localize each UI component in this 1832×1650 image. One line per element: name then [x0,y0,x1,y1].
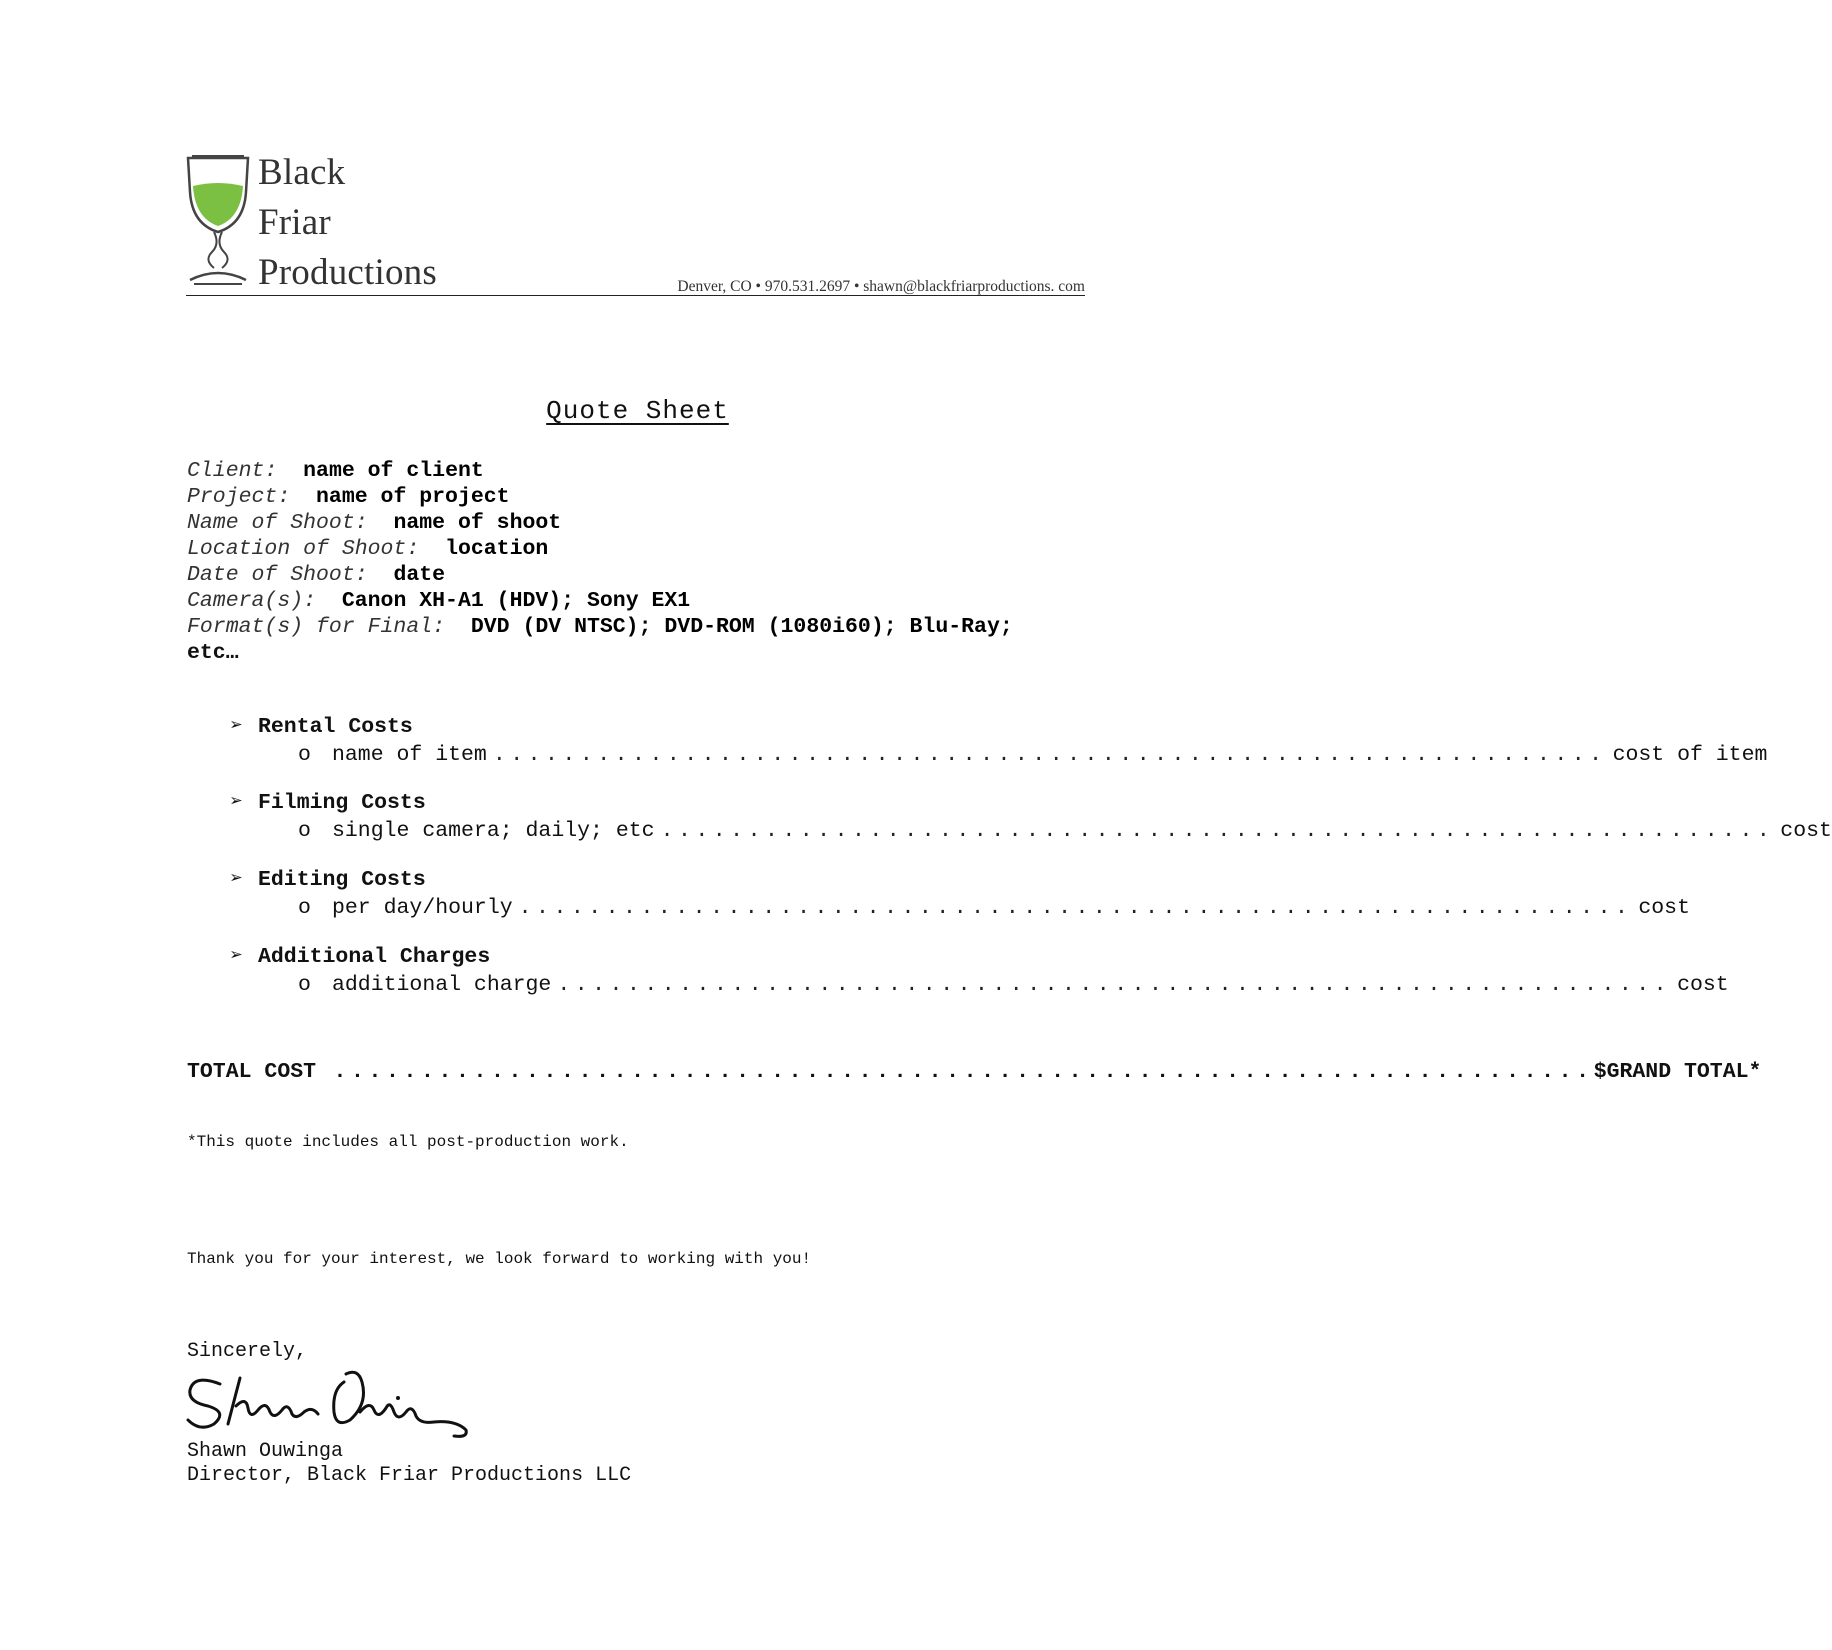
arrow-bullet-icon: ➢ [230,868,243,892]
signer-name: Shawn Ouwinga [187,1440,344,1463]
info-label: Project: [187,485,291,509]
arrow-bullet-icon: ➢ [230,945,243,969]
info-row-shoot-name [187,510,1087,536]
closing: Sincerely, [187,1340,308,1363]
section-heading-label: Rental Costs [258,715,413,739]
dot-leader: ................................................................ [492,743,1607,767]
info-label: Camera(s): [187,589,317,613]
signer-title: Director, Black Friar Productions LLC [187,1464,632,1487]
line-item [298,817,1832,845]
letterhead-divider [186,295,1085,296]
project-info [187,458,1087,666]
line-item-cost: cost [1677,973,1729,997]
section-heading [230,943,1010,971]
section-heading [230,866,1010,894]
arrow-bullet-icon: ➢ [230,791,243,815]
info-row-client [187,458,1087,484]
total-label: TOTAL COST [187,1060,317,1084]
dot-leader: ................................................................ [557,973,1672,997]
section-additional-charges [230,943,1729,999]
line-item-label: name of item [332,743,487,767]
contact-line: Denver, CO • 970.531.2697 • shawn@blackfriarproductions. com [677,278,1085,295]
info-value: name of project [316,485,510,509]
total-cost-row [187,1058,1762,1086]
line-item [298,741,1768,769]
info-row-formats [187,614,1087,640]
info-row-project [187,484,1087,510]
company-logo [184,148,464,293]
line-item-cost: cost of item [1612,743,1768,767]
section-rental-costs [230,713,1768,769]
info-label: Date of Shoot: [187,563,368,587]
section-heading-label: Filming Costs [258,791,426,815]
info-label: Name of Shoot: [187,511,368,535]
page-title: Quote Sheet [546,396,729,426]
line-item-label: per day/hourly [332,896,513,920]
line-item-cost: cost [1780,819,1832,843]
dot-leader: ................................................................ [518,896,1633,920]
dot-leader: ................................................................ [660,819,1775,843]
info-row-cameras [187,588,1087,614]
info-label: Client: [187,459,278,483]
info-value: date [393,563,446,587]
logo-line-1: Black [258,152,346,193]
line-item-cost: cost [1638,896,1690,920]
logo-wordmark [258,148,437,298]
signer-block [187,1440,631,1488]
info-row-location [187,536,1087,562]
signature [184,1360,474,1440]
info-value: name of shoot [393,511,562,535]
thank-you-note: Thank you for your interest, we look forward to working with you! [187,1250,812,1268]
dot-leader: ........................................................................ [316,1060,1594,1084]
info-row-date [187,562,1087,588]
info-value: name of client [303,459,484,483]
section-heading [230,789,1010,817]
section-filming-costs [230,789,1832,845]
circle-bullet-icon: o [298,743,311,767]
line-item-label: additional charge [332,973,552,997]
section-heading-label: Editing Costs [258,868,426,892]
arrow-bullet-icon: ➢ [230,715,243,739]
circle-bullet-icon: o [298,896,311,920]
section-editing-costs [230,866,1690,922]
logo-line-2: Friar [258,202,331,243]
total-value: $GRAND TOTAL* [1593,1060,1762,1084]
line-item [298,971,1729,999]
info-formats-continuation: etc… [187,641,239,665]
logo-line-3: Productions [258,252,437,293]
info-value: DVD (DV NTSC); DVD-ROM (1080i60); Blu-Ray; [470,615,1013,639]
line-item [298,894,1690,922]
circle-bullet-icon: o [298,819,311,843]
circle-bullet-icon: o [298,973,311,997]
section-heading-label: Additional Charges [258,945,491,969]
info-value: Canon XH-A1 (HDV); Sony EX1 [341,589,691,613]
info-label: Format(s) for Final: [187,615,446,639]
wine-glass-logo-icon [184,152,252,286]
section-heading [230,713,1010,741]
line-item-label: single camera; daily; etc [332,819,655,843]
info-label: Location of Shoot: [187,537,420,561]
info-value: location [445,537,549,561]
footnote: *This quote includes all post-production work. [187,1133,629,1151]
